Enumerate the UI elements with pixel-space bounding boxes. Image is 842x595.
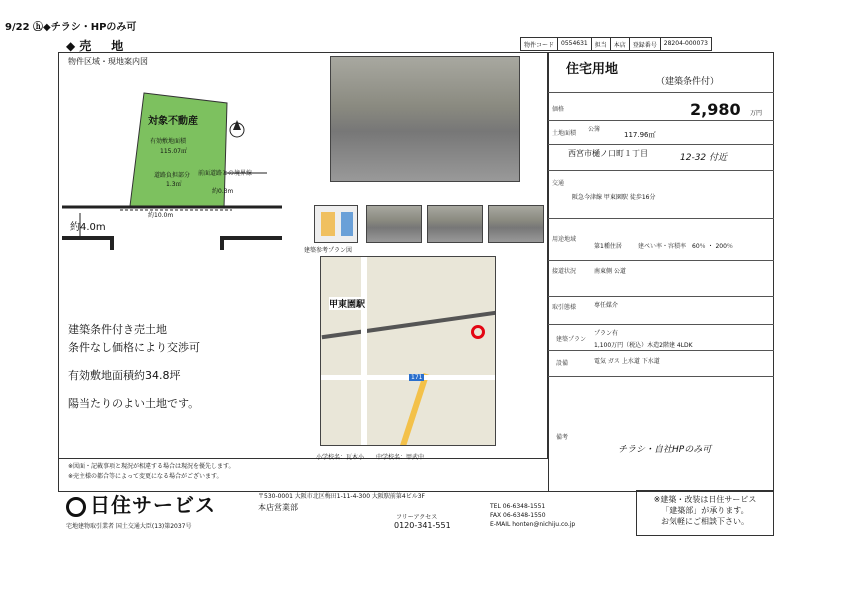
plan-value: プラン有 bbox=[594, 330, 619, 337]
area-map[interactable] bbox=[320, 256, 496, 446]
footer-branch: 本店営業部 bbox=[258, 503, 298, 512]
north-arrow-tip bbox=[233, 120, 241, 130]
ad-line: ※建築・改装は日住サービス bbox=[653, 495, 757, 504]
id-cell: 本店 bbox=[611, 38, 630, 50]
price-value: 2,980 bbox=[690, 100, 741, 119]
map-title: 物件区域・現地案内図 bbox=[68, 57, 148, 66]
photo-thumb bbox=[488, 205, 544, 243]
station-value: 阪急今津線 甲東園駅 徒歩16分 bbox=[572, 194, 656, 201]
area-value: 117.96㎡ bbox=[624, 131, 656, 139]
plan-label: 建築プラン bbox=[556, 336, 587, 343]
id-cell: 担当 bbox=[592, 38, 611, 50]
row-divider bbox=[548, 260, 774, 261]
plan-thumb bbox=[314, 205, 358, 243]
road-label: 接道状況 bbox=[552, 268, 577, 275]
land-use-value: 第1種住居 bbox=[594, 243, 622, 250]
row-divider bbox=[548, 376, 774, 377]
logo-mark-icon bbox=[66, 497, 86, 517]
plot-title: 対象不動産 bbox=[148, 116, 198, 127]
boundary-label: 前面道路との境界線 bbox=[198, 170, 253, 177]
ad-box bbox=[636, 490, 774, 536]
note-line: 建築条件付き売土地 bbox=[68, 323, 167, 336]
ad-line: 「建築部」が承ります。 bbox=[661, 506, 749, 516]
company-logo bbox=[66, 489, 216, 518]
row-divider bbox=[548, 296, 774, 297]
address-handwritten: 12-32 付近 bbox=[680, 153, 728, 163]
photo-thumb bbox=[366, 205, 422, 243]
site-photo bbox=[330, 56, 520, 182]
row-divider bbox=[548, 350, 774, 351]
company-name: 日住サービス bbox=[90, 493, 216, 517]
row-divider bbox=[548, 92, 774, 93]
remarks-label: 備考 bbox=[556, 434, 569, 441]
dim-small: 約0.3m bbox=[212, 188, 234, 195]
plot-area-label: 有効敷地面積 bbox=[150, 138, 187, 145]
remarks-handwritten: チラシ・自社HPのみ可 bbox=[618, 445, 712, 455]
road bbox=[361, 257, 367, 446]
school-line: 小学校名：瓦木小 中学校名：甲武中 bbox=[316, 454, 425, 461]
location-marker-icon bbox=[471, 325, 485, 339]
freecall-label: フリーアクセス bbox=[396, 514, 438, 521]
condition-label: （建築条件付） bbox=[656, 77, 720, 87]
footer-email[interactable]: E-MAIL honten@nichiju.co.jp bbox=[490, 521, 576, 528]
agency-value: 専任媒介 bbox=[594, 302, 619, 309]
plan-room bbox=[341, 212, 353, 236]
id-cell: 物件コード bbox=[521, 38, 558, 50]
plan-detail: 1,100万円（税込）木造2階建 4LDK bbox=[594, 342, 693, 349]
route-sign: 171 bbox=[411, 374, 423, 381]
freecall-number[interactable]: 0120-341-551 bbox=[394, 521, 451, 530]
header-stamp: 9/22 ⓗ◆チラシ・HPのみ可 bbox=[5, 22, 137, 33]
facility-label: 設備 bbox=[556, 360, 569, 367]
row-divider bbox=[548, 170, 774, 171]
agency-label: 取引態様 bbox=[552, 304, 577, 311]
land-use-label: 用途地域 bbox=[552, 236, 577, 243]
ratio-value: 60％ ・ 200％ bbox=[692, 243, 733, 250]
note-line: 条件なし価格により交渉可 bbox=[68, 341, 200, 355]
thumb-caption: 建築参考プラン図 bbox=[304, 247, 353, 254]
disclaimer: ※売主様の都合等によって変更になる場合がございます。 bbox=[68, 473, 223, 480]
id-cell: 28204-000073 bbox=[663, 40, 708, 47]
photo-thumb bbox=[427, 205, 483, 243]
area-note: 公簿 bbox=[588, 126, 601, 133]
footer-license: 宅地建物取引業者 国土交通大臣(13)第2037号 bbox=[66, 523, 192, 530]
footer-address: 〒530-0001 大阪市北区梅田1-11-4-300 大阪駅前第4ビル3F bbox=[258, 493, 426, 500]
road-curb-right bbox=[222, 238, 282, 250]
ad-line: お気軽にご相談下さい。 bbox=[661, 517, 749, 527]
price-label: 価格 bbox=[552, 106, 565, 113]
plot-area-value: 115.07㎡ bbox=[160, 148, 187, 155]
station-label: 甲東園駅 bbox=[329, 297, 365, 310]
price-unit: 万円 bbox=[750, 110, 763, 117]
id-cell: 0554631 bbox=[558, 38, 592, 50]
row-divider bbox=[548, 324, 774, 325]
rail-line bbox=[322, 311, 496, 339]
section-title: ◆売 地 bbox=[66, 39, 128, 53]
road-part-value: 1.3㎡ bbox=[166, 181, 182, 188]
row-divider bbox=[548, 144, 774, 145]
facility-value: 電気 ガス 上水道 下水道 bbox=[594, 358, 660, 365]
address: 西宮市樋ノ口町１丁目 bbox=[568, 149, 648, 158]
area-label: 土地面積 bbox=[552, 130, 577, 137]
dim-width: 約10.0m bbox=[148, 212, 174, 219]
plan-room bbox=[321, 212, 335, 236]
road-curb-left bbox=[62, 238, 112, 250]
footer-fax: FAX 06-6348-1550 bbox=[490, 512, 546, 519]
station-label: 交通 bbox=[552, 180, 565, 187]
footer-tel: TEL 06-6348-1551 bbox=[490, 503, 546, 510]
disclaimer: ※図面・記載事項と現況が相違する場合は現況を優先します。 bbox=[68, 463, 235, 470]
note-line: 有効敷地面積約34.8坪 bbox=[68, 369, 181, 383]
road-main bbox=[399, 373, 429, 446]
property-category: 住宅用地 bbox=[566, 62, 619, 77]
row-divider bbox=[548, 218, 774, 219]
road-width: 約4.0m bbox=[70, 222, 106, 233]
id-cell: 登録番号 bbox=[630, 38, 661, 50]
ratio-label: 建ぺい率・容積率 bbox=[638, 243, 687, 250]
id-table bbox=[520, 37, 712, 51]
road-value: 南東側 公道 bbox=[594, 268, 626, 275]
notes-block bbox=[68, 324, 200, 410]
note-line: 陽当たりのよい土地です。 bbox=[68, 397, 200, 411]
row-divider bbox=[548, 120, 774, 121]
road-part-label: 道路負担部分 bbox=[154, 172, 191, 179]
